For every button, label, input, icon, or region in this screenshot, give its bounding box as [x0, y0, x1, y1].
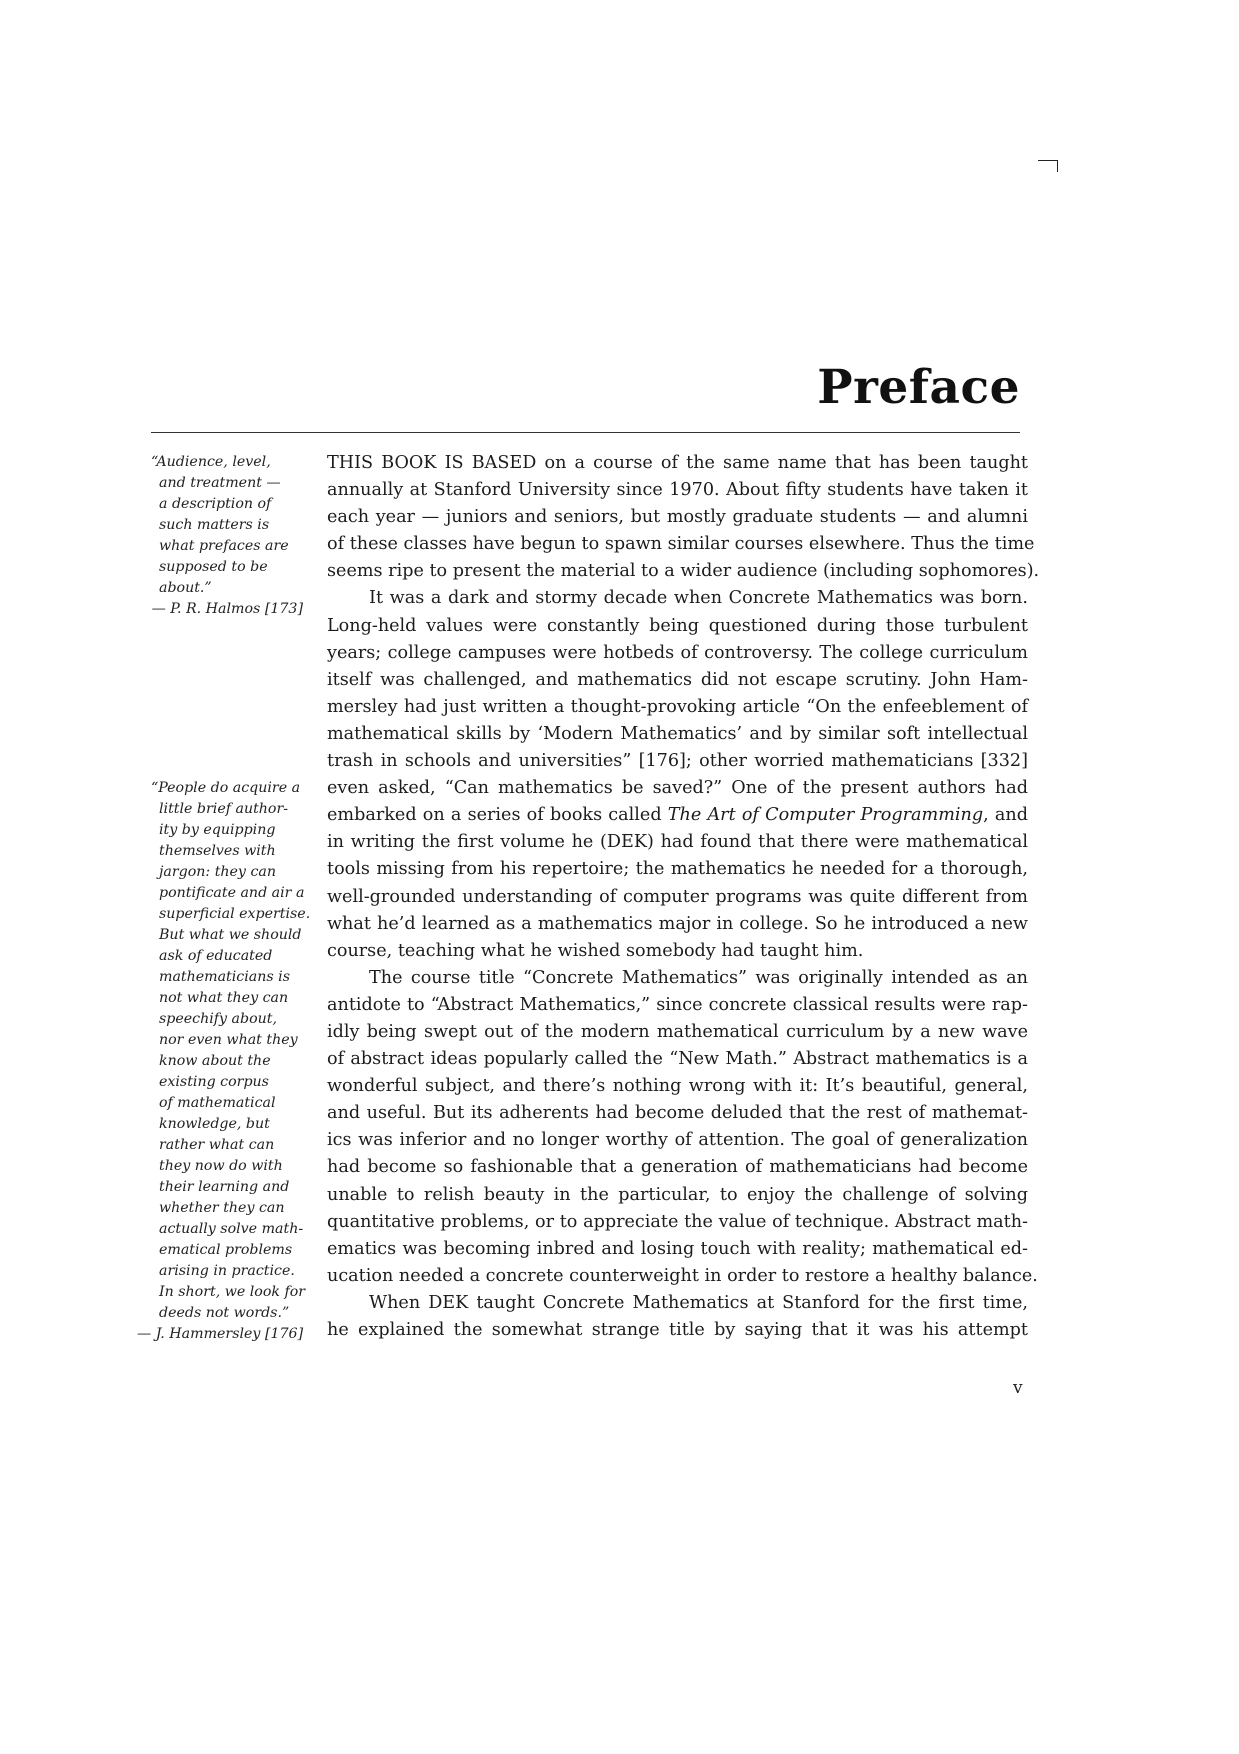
quote-line: themselves with — [159, 843, 276, 859]
quote-line: such matters is — [159, 517, 270, 533]
body-line: When DEK taught Concrete Mathematics at Stanford for the first time, — [369, 1292, 1028, 1313]
body-line: what he’d learned as a mathematics major in college. So he introduced a new — [327, 913, 1028, 934]
quote-line: and treatment — — [159, 475, 281, 491]
body-line: Long-held values were constantly being questioned during those turbulent — [327, 615, 1028, 636]
margin-quote-hammersley — [137, 778, 311, 1345]
page-number: v — [1013, 1378, 1023, 1398]
quote-line: nor even what they — [159, 1032, 298, 1048]
body-line: ucation needed a concrete counterweight in order to restore a healthy balance. — [327, 1265, 1038, 1286]
body-line: he explained the somewhat strange title by saying that it was his attempt — [327, 1320, 1028, 1340]
body-line: years; college campuses were hotbeds of controversy. The college curriculum — [327, 642, 1028, 663]
body-line: annually at Stanford University since 1970. About fifty students have taken it — [327, 480, 1028, 501]
body-line: tools missing from his repertoire; the mathematics he needed for a thorough, — [327, 859, 1028, 880]
quote-line: a description of — [159, 496, 272, 512]
body-text-run: , and — [983, 805, 1028, 826]
body-line: THIS BOOK IS BASED on a course of the same name that has been taught — [327, 453, 1028, 473]
body-line: The course title “Concrete Mathematics” was originally intended as an — [369, 967, 1028, 988]
body-line: mathematical skills by ‘Modern Mathematics’ and by similar soft intellectual — [327, 723, 1028, 744]
title-rule — [151, 432, 1020, 433]
quote-attribution: — P. R. Halmos [173] — [151, 601, 303, 617]
quote-line: In short, we look for — [159, 1284, 306, 1300]
chapter-title: Preface — [817, 360, 1020, 415]
quote-line: “Audience, level, — [151, 454, 271, 470]
quote-line: actually solve math- — [159, 1221, 304, 1237]
body-line: itself was challenged, and mathematics did not escape scrutiny. John Ham- — [327, 669, 1028, 690]
body-line: of abstract ideas popularly called the “New Math.” Abstract mathematics is a — [327, 1049, 1028, 1070]
quote-line: ask of educated — [159, 948, 273, 964]
quote-line: whether they can — [159, 1200, 285, 1216]
quote-line: they now do with — [159, 1158, 283, 1174]
quote-line: speechify about, — [159, 1011, 277, 1027]
margin-quote-halmos — [151, 452, 303, 620]
body-line: trash in schools and universities” [176]; other worried mathematicians [332] — [327, 751, 1028, 772]
quote-line: supposed to be — [159, 559, 268, 575]
quote-line: ity by equipping — [159, 822, 276, 838]
quote-attribution: — J. Hammersley [176] — [137, 1326, 304, 1342]
quote-line: about.” — [159, 580, 212, 596]
preface-body — [327, 450, 1040, 1344]
body-line: ematics was becoming inbred and losing touch with reality; mathematical ed- — [327, 1238, 1028, 1259]
quote-line: little brief author- — [159, 801, 289, 817]
body-line: even asked, “Can mathematics be saved?” One of the present authors had — [327, 778, 1028, 799]
quote-line: But what we should — [159, 927, 302, 943]
body-line: quantitative problems, or to appreciate the value of technique. Abstract math- — [327, 1211, 1028, 1232]
body-line: It was a dark and stormy decade when Concrete Mathematics was born. — [369, 588, 1028, 609]
book-title: The Art of Computer Programming — [667, 805, 984, 826]
body-line: each year — juniors and seniors, but mostly graduate students — and alumni — [327, 507, 1028, 528]
body-line: idly being swept out of the modern mathematical curriculum by a new wave — [327, 1021, 1028, 1042]
quote-line: deeds not words.” — [159, 1305, 290, 1321]
body-line: well-grounded understanding of computer programs was quite different from — [327, 886, 1028, 907]
body-line: had become so fashionable that a generation of mathematicians had become — [327, 1157, 1028, 1178]
quote-line: know about the — [159, 1053, 271, 1069]
body-line — [327, 802, 1028, 829]
body-line: unable to relish beauty in the particular, to enjoy the challenge of solving — [327, 1184, 1028, 1205]
quote-line: “People do acquire a — [151, 780, 301, 796]
quote-line: of mathematical — [159, 1095, 276, 1111]
quote-line: pontificate and air a — [159, 885, 305, 901]
quote-line: what prefaces are — [159, 538, 289, 554]
body-line: and useful. But its adherents had become deluded that the rest of mathemat- — [327, 1103, 1028, 1124]
body-text-run: embarked on a series of books called — [327, 805, 668, 826]
quote-line: jargon: they can — [159, 864, 276, 880]
quote-line: mathematicians is — [159, 969, 290, 985]
body-line: ics was inferior and no longer worthy of attention. The goal of generalization — [327, 1130, 1028, 1151]
body-line: course, teaching what he wished somebody had taught him. — [327, 940, 864, 961]
body-line: seems ripe to present the material to a wider audience (including sophomores). — [327, 561, 1040, 582]
quote-line: their learning and — [159, 1179, 290, 1195]
body-line: mersley had just written a thought-provoking article “On the enfeeblement of — [327, 696, 1028, 717]
crop-mark — [1038, 160, 1058, 172]
body-line: antidote to “Abstract Mathematics,” since concrete classical results were rap- — [327, 994, 1028, 1015]
body-line: wonderful subject, and there’s nothing wrong with it: It’s beautiful, general, — [327, 1076, 1028, 1097]
quote-line: not what they can — [159, 990, 289, 1006]
body-line: in writing the first volume he (DEK) had found that there were mathematical — [327, 832, 1028, 853]
body-line: of these classes have begun to spawn similar courses elsewhere. Thus the time — [327, 534, 1035, 555]
quote-line: superficial expertise. — [159, 906, 311, 922]
quote-line: ematical problems — [159, 1242, 293, 1258]
quote-line: existing corpus — [159, 1074, 269, 1090]
quote-line: arising in practice. — [159, 1263, 295, 1279]
quote-line: knowledge, but — [159, 1116, 270, 1132]
quote-line: rather what can — [159, 1137, 275, 1153]
